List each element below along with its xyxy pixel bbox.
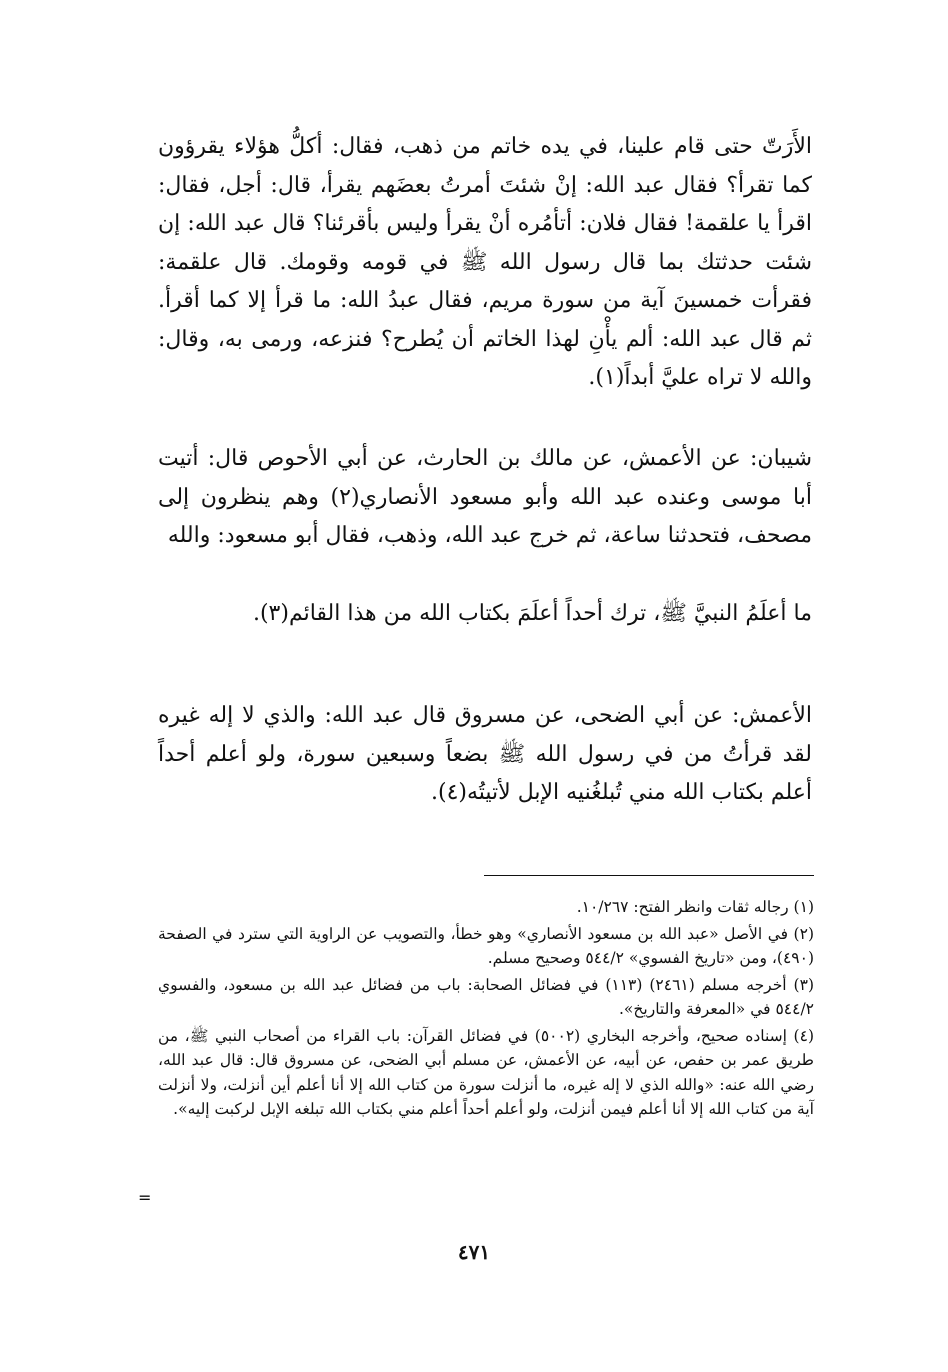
footnote-2: (٢) في الأصل «عبد الله بن مسعود الأنصاري» وهو خطأ، والتصويب عن الراوية التي سترد في الصفحة (٤٩٠)، ومن «تاريخ الفسوي» ٥٤٤/٢ وصحيح مسلم. (158, 924, 814, 967)
footnote-4: (٤) إسناده صحيح، وأخرجه البخاري (٥٠٠٢) في فضائل القرآن: باب القراء من أصحاب النبي ﷺ، من طريق عمر بن حفص، عن أبيه، عن الأعمش، عن مسلم أبي الضحى، عن مسروق قال: قال عبد الله، رضي الله عنه: «والله الذي لا إله غيره، ما أنزلت سورة من كتاب الله إلا أنا أعلم أين أنزلت، ولا أنزلت آية من كتاب الله إلا أنا أعلم فيمن أنزلت، ولو أعلم أحداً أعلم مني بكتاب الله تبلغه الإبل لركبت إليه». (158, 1026, 814, 1118)
footnote-separator (484, 875, 814, 876)
paragraph-3: ما أعلَمُ النبيَّ ﷺ، ترك أحداً أعلَمَ بكتاب الله من هذا القائم(٣). (252, 601, 812, 626)
page-number: ٤٧١ (457, 1240, 491, 1264)
continuation-mark: = (138, 1188, 152, 1207)
footnote-1: (١) رجاله ثقات وانظر الفتح: ١٠/٢٦٧. (576, 898, 814, 916)
footnotes (158, 895, 814, 1124)
paragraph-4: الأعمش: عن أبي الضحى، عن مسروق قال عبد الله: والذي لا إله غيره لقد قرأتُ من في رسول الله ﷺ بضعاً وسبعين سورة، ولو أعلم أحداً أعلم بكتاب الله مني تُبلغُنيه الإبل لأتيتُه(٤). (158, 703, 812, 805)
paragraph-1: الأَرَتّ حتى قام علينا، في يده خاتم من ذهب، فقال: أكلُّ هؤلاء يقرؤون كما تقرأ؟ فقال عبد الله: إنْ شئتَ أمرتُ بعضَهم يقرأ، قال: أجل، فقال: اقرأ يا علقمة! فقال فلان: أتأمُره أنْ يقرأ وليس بأقرئنا؟ قال عبد الله: إن شئت حدثتك بما قال رسول الله ﷺ في قومه وقومك. قال علقمة: فقرأت خمسينَ آية من سورة مريم، فقال عبدُ الله: ما قرأ إلا كما أقرأ. ثم قال عبد الله: ألم يأْنِ لهذا الخاتم أن يُطرح؟ فنزعه، ورمى به، وقال: والله لا تراه عليَّ أبداً(١). (158, 134, 812, 390)
paragraph-2: شيبان: عن الأعمش، عن مالك بن الحارث، عن أبي الأحوص قال: أتيت أبا موسى وعنده عبد الله وأبو مسعود الأنصاري(٢) وهم ينظرون إلى مصحف، فتحدثنا ساعة، ثم خرج عبد الله، وذهب، فقال أبو مسعود: والله (158, 446, 812, 548)
footnote-3: (٣) أخرجه مسلم (٢٤٦١) (١١٣) في فضائل الصحابة: باب من فضائل عبد الله بن مسعود، والفسوي ٥٤٤/٢ في «المعرفة والتاريخ». (158, 975, 814, 1018)
